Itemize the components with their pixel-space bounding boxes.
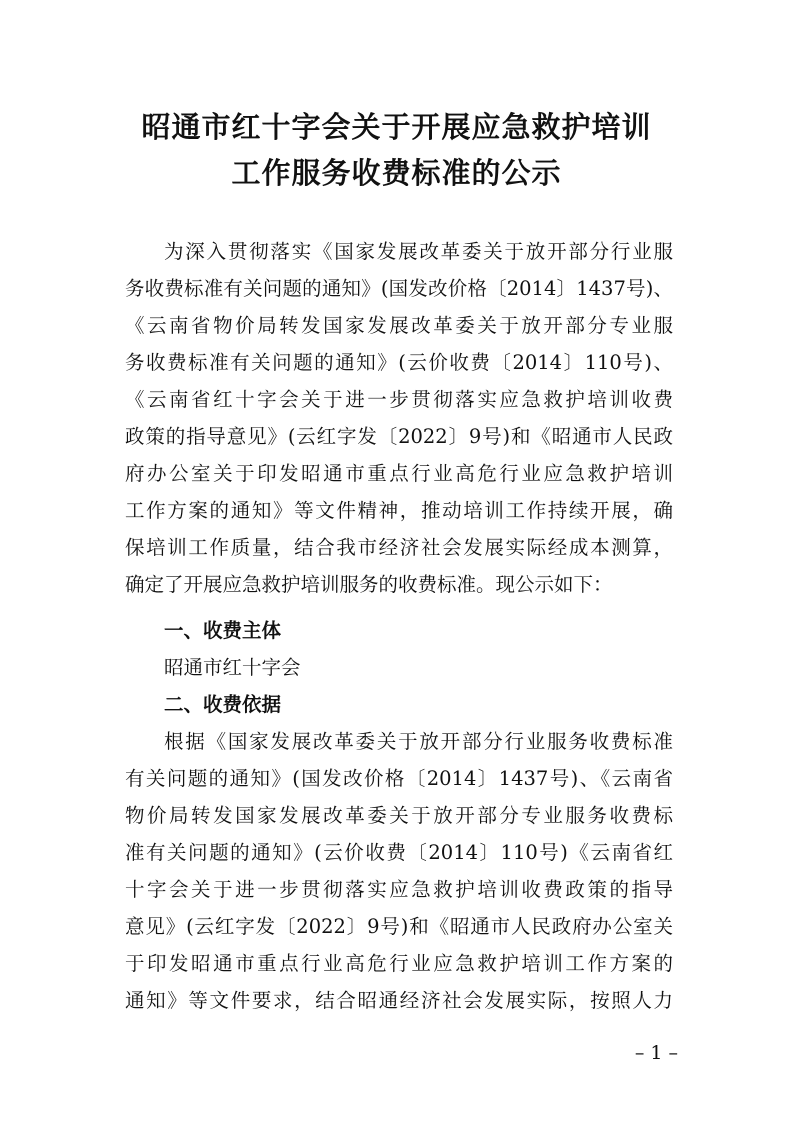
document-title-line-1: 昭通市红十字会关于开展应急救护培训 (141, 110, 652, 144)
intro-paragraph-line: 确定了开展应急救护培训服务的收费标准。现公示如下： (125, 573, 613, 596)
basis-paragraph-line: 根据《国家发展改革委关于放开部分行业服务收费标准 (164, 730, 673, 753)
document-title-line-2: 工作服务收费标准的公示 (231, 156, 562, 190)
intro-paragraph-line: 保培训工作质量，结合我市经济社会发展实际经成本测算， (125, 536, 673, 559)
charging-entity-text: 昭通市红十字会 (164, 656, 301, 679)
basis-paragraph-line: 准有关问题的通知》(云价收费〔2014〕110号)《云南省红 (125, 841, 673, 864)
page-number: – 1 – (634, 1042, 678, 1064)
intro-paragraph-line: 府办公室关于印发昭通市重点行业高危行业应急救护培训 (125, 462, 673, 485)
basis-paragraph-line: 通知》等文件要求，结合昭通经济社会发展实际，按照人力 (125, 989, 673, 1012)
basis-paragraph-line: 十字会关于进一步贯彻落实应急救护培训收费政策的指导 (125, 878, 673, 901)
intro-paragraph-line: 务收费标准有关问题的通知》(云价收费〔2014〕110号)、 (125, 351, 673, 374)
section-heading-charging-basis: 二、收费依据 (164, 693, 282, 716)
basis-paragraph-line: 于印发昭通市重点行业高危行业应急救护培训工作方案的 (125, 952, 673, 975)
basis-paragraph-line: 物价局转发国家发展改革委关于放开部分专业服务收费标 (125, 804, 673, 827)
intro-paragraph-line: 政策的指导意见》(云红字发〔2022〕9号)和《昭通市人民政 (125, 425, 673, 448)
intro-paragraph-line: 务收费标准有关问题的通知》(国发改价格〔2014〕1437号)、 (125, 277, 673, 300)
intro-paragraph-line: 工作方案的通知》等文件精神，推动培训工作持续开展，确 (125, 499, 673, 522)
basis-paragraph-line: 有关问题的通知》(国发改价格〔2014〕1437号)、《云南省 (125, 767, 673, 790)
intro-paragraph-line: 《云南省物价局转发国家发展改革委关于放开部分专业服 (125, 314, 673, 337)
intro-paragraph-line: 《云南省红十字会关于进一步贯彻落实应急救护培训收费 (125, 388, 673, 411)
intro-paragraph-line: 为深入贯彻落实《国家发展改革委关于放开部分行业服 (164, 240, 673, 263)
basis-paragraph-line: 意见》(云红字发〔2022〕9号)和《昭通市人民政府办公室关 (125, 915, 673, 938)
section-heading-charging-entity: 一、收费主体 (164, 619, 282, 642)
